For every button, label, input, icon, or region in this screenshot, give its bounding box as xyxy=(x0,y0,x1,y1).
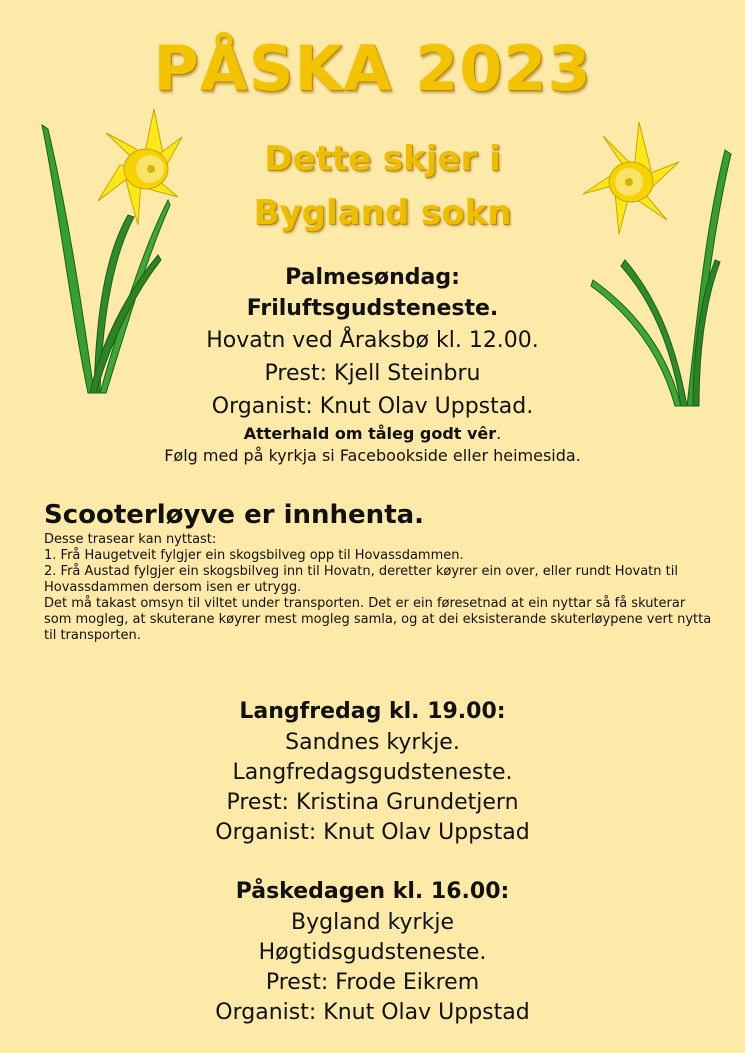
langfredag-line: Organist: Knut Olav Uppstad xyxy=(215,820,530,845)
langfredag-section xyxy=(0,696,745,848)
scooter-line: Det må takast omsyn til viltet under transporten. Det er ein føresetnad at ein nyttar så få skuterar som mogleg, at skuterane køyrer mest mogleg samla, og at dei eksisterande skuterløypene vert nytta til transporten. xyxy=(44,596,712,643)
paskedagen-line: Organist: Knut Olav Uppstad xyxy=(215,1000,530,1025)
weather-note xyxy=(0,423,745,445)
page-title: PÅSKA 2023 xyxy=(153,32,592,105)
palmesondag-section xyxy=(0,262,745,467)
palmesondag-heading: Palmesøndag: xyxy=(285,265,460,290)
palmesondag-service: Friluftsgudsteneste. xyxy=(246,296,499,321)
langfredag-line: Sandnes kyrkje. xyxy=(285,730,460,755)
scooter-line: Desse trasear kan nyttast: xyxy=(44,532,217,547)
paskedagen-heading: Påskedagen kl. 16.00: xyxy=(235,879,510,904)
weather-note-bold: Atterhald om tåleg godt vêr xyxy=(243,424,497,443)
paskedagen-section xyxy=(0,876,745,1028)
subtitle-line-1: Dette skjer i xyxy=(264,139,501,179)
paskedagen-line: Bygland kyrkje xyxy=(291,910,454,935)
palmesondag-place: Hovatn ved Åraksbø kl. 12.00. xyxy=(206,328,539,353)
paskedagen-line: Høgtidsgudsteneste. xyxy=(258,940,487,965)
subtitle-line-2: Bygland sokn xyxy=(253,193,512,233)
weather-note-dot: . xyxy=(496,424,502,443)
langfredag-heading: Langfredag kl. 19.00: xyxy=(239,699,506,724)
langfredag-line: Langfredagsgudsteneste. xyxy=(232,760,513,785)
scooter-heading: Scooterløyve er innhenta. xyxy=(44,500,425,530)
scooter-line: 1. Frå Haugetveit fylgjer ein skogsbilveg opp til Hovassdammen. xyxy=(44,548,464,563)
follow-note: Følg med på kyrkja si Facebookside eller heimesida. xyxy=(164,446,581,465)
langfredag-line: Prest: Kristina Grundetjern xyxy=(226,790,519,815)
scooter-line: 2. Frå Austad fylgjer ein skogsbilveg inn til Hovatn, deretter køyrer ein over, eller rundt Hovatn til Hovassdammen dersom isen er utrygg. xyxy=(44,564,678,595)
palmesondag-priest: Prest: Kjell Steinbru xyxy=(264,361,481,386)
scooter-details xyxy=(44,532,714,644)
palmesondag-organist: Organist: Knut Olav Uppstad. xyxy=(211,394,534,419)
paskedagen-line: Prest: Frode Eikrem xyxy=(265,970,480,995)
